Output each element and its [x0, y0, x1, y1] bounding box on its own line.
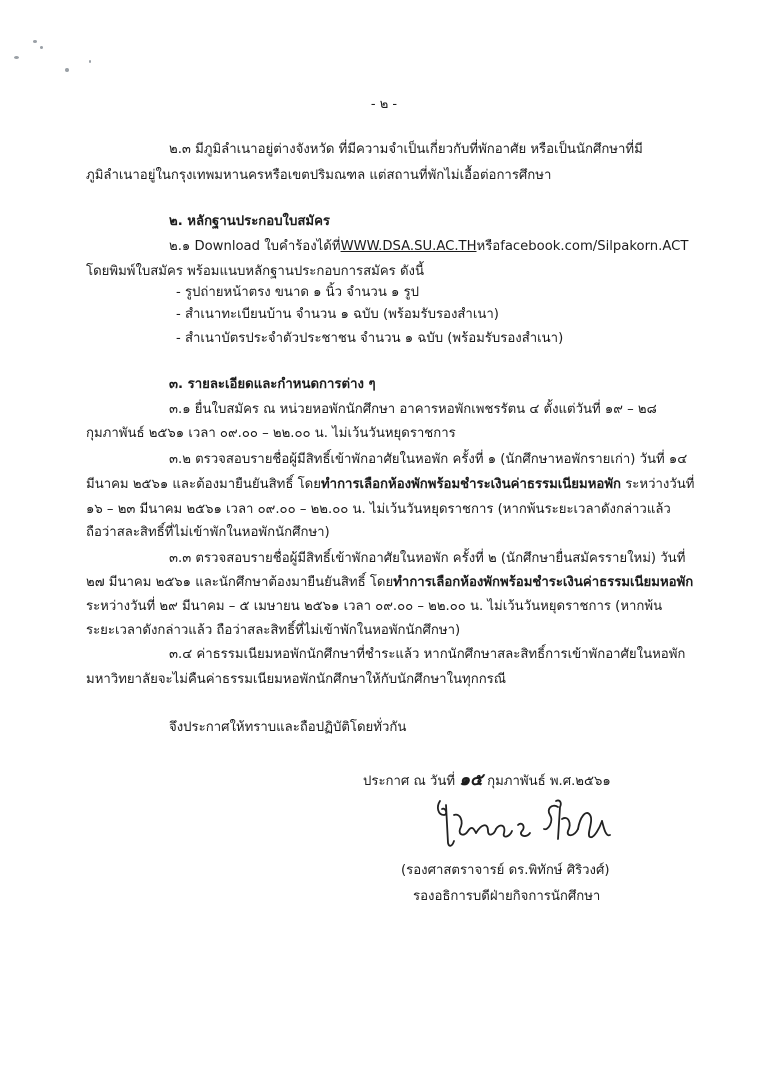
item-3-2-line-2 — [86, 476, 695, 494]
bullet-item: - รูปถ่ายหน้าตรง ขนาด ๑ นิ้ว จำนวน ๑ รูป — [176, 285, 420, 300]
bullet-item: - สำเนาทะเบียนบ้าน จำนวน ๑ ฉบับ (พร้อมรับรองสำเนา) — [176, 307, 499, 322]
scan-speck — [14, 56, 19, 59]
scan-speck — [33, 40, 37, 43]
item-3-2-tail: ระหว่างวันที่ — [621, 477, 695, 492]
item-2-1-line-1 — [169, 238, 689, 256]
item-3-1-line-1: ๓.๑ ยื่นใบสมัคร ณ หน่วยหอพักนักศึกษา อาคารหอพักเพชรรัตน ๔ ตั้งแต่วันที่ ๑๙ – ๒๘ — [169, 402, 657, 417]
section-3-heading: ๓. รายละเอียดและกำหนดการต่าง ๆ — [169, 377, 376, 392]
scan-speck — [89, 60, 91, 63]
handwritten-day: ๑๕ — [459, 770, 483, 790]
closing-text: จึงประกาศให้ทราบและถือปฏิบัติโดยทั่วกัน — [169, 720, 407, 735]
item-3-2-line-1: ๓.๒ ตรวจสอบรายชื่อผู้มีสิทธิ์เข้าพักอาศัยในหอพัก ครั้งที่ ๑ (นักศึกษาหอพักรายเก่า) วันที่ ๑๔ — [169, 452, 688, 467]
signer-title: รองอธิการบดีฝ่ายกิจการนักศึกษา — [413, 889, 601, 904]
item-3-3-line-1: ๓.๓ ตรวจสอบรายชื่อผู้มีสิทธิ์เข้าพักอาศัยในหอพัก ครั้งที่ ๒ (นักศึกษายื่นสมัครรายใหม่) วันที่ — [169, 551, 686, 566]
website-link[interactable]: WWW.DSA.SU.AC.TH — [340, 239, 477, 254]
announce-prefix: ประกาศ ณ วันที่ — [363, 774, 456, 789]
item-2-1-prefix: ๒.๑ Download ใบคำร้องได้ที่ — [169, 239, 341, 254]
item-3-2-line-4: ถือว่าสละสิทธิ์ที่ไม่เข้าพักในหอพักนักศึกษา) — [86, 525, 330, 540]
scan-speck — [40, 46, 43, 49]
announce-suffix: กุมภาพันธ์ พ.ศ.๒๕๖๑ — [487, 774, 611, 789]
item-3-3-text: ๒๗ มีนาคม ๒๕๖๑ และนักศึกษาต้องมายืนยันสิทธิ์ โดย — [86, 575, 394, 590]
item-3-1-line-2: กุมภาพันธ์ ๒๕๖๑ เวลา ๐๙.๐๐ – ๒๒.๐๐ น. ไม่เว้นวันหยุดราชการ — [86, 426, 456, 441]
para-2-3-line-1: ๒.๓ มีภูมิลำเนาอยู่ต่างจังหวัด ที่มีความจำเป็นเกี่ยวกับที่พักอาศัย หรือเป็นนักศึกษาที่มี — [169, 142, 643, 157]
or-word: หรือ — [476, 239, 501, 254]
item-3-2-line-3: ๑๖ – ๒๓ มีนาคม ๒๕๖๑ เวลา ๐๙.๐๐ – ๒๒.๐๐ น. ไม่เว้นวันหยุดราชการ (หากพ้นระยะเวลาดังกล่าวแล้ว — [86, 502, 671, 517]
facebook-link[interactable]: facebook.com/Silpakorn.ACT — [500, 239, 689, 254]
scan-speck — [65, 68, 69, 72]
item-3-3-line-2 — [86, 574, 694, 592]
item-3-2-text: มีนาคม ๒๕๖๑ และต้องมายืนยันสิทธิ์ โดย — [86, 477, 321, 492]
item-3-4-line-2: มหาวิทยาลัยจะไม่คืนค่าธรรมเนียมหอพักนักศึกษาให้กับนักศึกษาในทุกกรณี — [86, 672, 506, 687]
signer-name: (รองศาสตราจารย์ ดร.พิทักษ์ ศิริวงศ์) — [401, 863, 610, 878]
handwritten-signature — [430, 795, 620, 855]
announce-date — [363, 771, 611, 791]
item-3-3-line-3: ระหว่างวันที่ ๒๙ มีนาคม – ๕ เมษายน ๒๕๖๑ เวลา ๐๙.๐๐ – ๒๒.๐๐ น. ไม่เว้นวันหยุดราชการ (หากพ้น — [86, 599, 663, 614]
para-2-3-line-2: ภูมิลำเนาอยู่ในกรุงเทพมหานครหรือเขตปริมณฑล แต่สถานที่พักไม่เอื้อต่อการศึกษา — [86, 168, 552, 183]
page-number: - ๒ - — [370, 97, 398, 112]
bullet-item: - สำเนาบัตรประจำตัวประชาชน จำนวน ๑ ฉบับ (พร้อมรับรองสำเนา) — [176, 331, 564, 346]
item-3-3-line-4: ระยะเวลาดังกล่าวแล้ว ถือว่าสละสิทธิ์ที่ไม่เข้าพักในหอพักนักศึกษา) — [86, 623, 461, 638]
item-3-3-bold-text: ทำการเลือกห้องพักพร้อมชำระเงินค่าธรรมเนียมหอพัก — [393, 575, 694, 590]
section-2-heading: ๒. หลักฐานประกอบใบสมัคร — [169, 214, 331, 229]
item-3-2-bold-text: ทำการเลือกห้องพักพร้อมชำระเงินค่าธรรมเนียมหอพัก — [320, 477, 622, 492]
item-2-1-line-2: โดยพิมพ์ใบสมัคร พร้อมแนบหลักฐานประกอบการสมัคร ดังนี้ — [86, 264, 424, 279]
item-3-4-line-1: ๓.๔ ค่าธรรมเนียมหอพักนักศึกษาที่ชำระแล้ว หากนักศึกษาสละสิทธิ์การเข้าพักอาศัยในหอพัก — [169, 647, 686, 662]
